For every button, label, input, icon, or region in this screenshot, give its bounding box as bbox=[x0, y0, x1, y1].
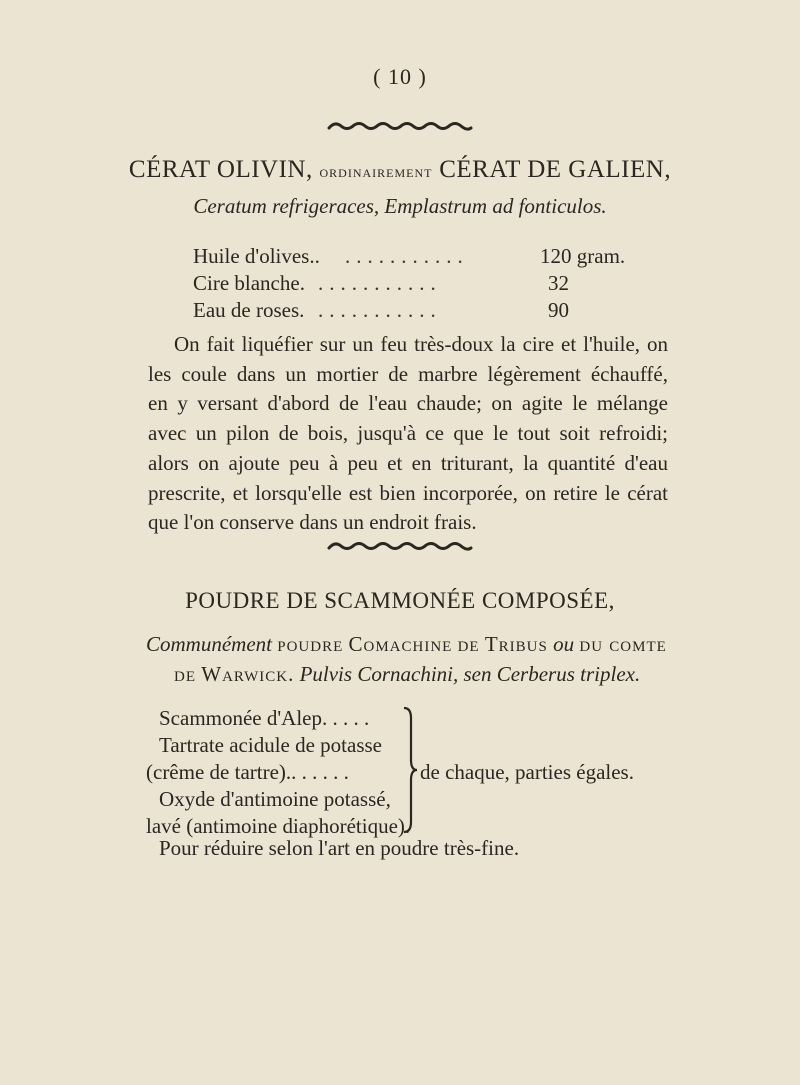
ingredient-quantity: 90 bbox=[548, 298, 569, 322]
paragraph-line: On fait liquéfier sur un feu très-doux la cire et l'huile, on bbox=[174, 332, 668, 356]
subtitle-word: poudre bbox=[277, 632, 344, 656]
curly-brace-icon bbox=[402, 706, 418, 834]
ornament-icon bbox=[325, 118, 475, 134]
paragraph-line: alors on ajoute peu à peu et en triturant, la quantité d'eau bbox=[148, 450, 668, 475]
recipe-line: (crême de tartre).. . . . . . bbox=[146, 760, 349, 784]
ornament-divider-top bbox=[0, 118, 800, 134]
subtitle-word: Tribus bbox=[484, 632, 548, 656]
title-end: CÉRAT DE GALIEN, bbox=[439, 156, 672, 183]
subtitle-word: ou bbox=[553, 632, 575, 656]
preparation-paragraph bbox=[148, 330, 668, 538]
paragraph-line: que l'on conserve dans un endroit frais. bbox=[148, 510, 477, 535]
section1-title bbox=[0, 156, 800, 184]
ingredient-leader-dots: ........... bbox=[318, 298, 442, 322]
title-main: CÉRAT OLIVIN, bbox=[128, 156, 313, 183]
subtitle-word: de bbox=[174, 662, 196, 686]
subtitle-word: de bbox=[457, 632, 480, 656]
subtitle-word: Communément bbox=[146, 632, 272, 656]
ingredient-leader-dots: ........... bbox=[345, 244, 469, 268]
ingredient-name: Eau de roses. bbox=[193, 298, 305, 322]
title-connector: ordinairement bbox=[319, 162, 433, 181]
subtitle-latin: Pulvis Cornachini, sen Cerberus triplex. bbox=[299, 662, 641, 686]
paragraph-line: les coule dans un mortier de marbre légèrement échauffé, bbox=[148, 361, 668, 386]
section2-title: POUDRE DE SCAMMONÉE COMPOSÉE, bbox=[185, 588, 615, 613]
subtitle-word: Warwick. bbox=[201, 662, 295, 686]
section2-subtitle-line1 bbox=[146, 632, 667, 657]
subtitle-word: Comachine bbox=[348, 632, 453, 656]
recipe-line: Tartrate acidule de potasse bbox=[159, 733, 383, 757]
recipe-line: Oxyde d'antimoine potassé, bbox=[159, 787, 391, 811]
final-instruction: Pour réduire selon l'art en poudre très-fine. bbox=[159, 836, 520, 860]
section2-subtitle-line2 bbox=[174, 662, 640, 687]
ingredient-name: Huile d'olives.. bbox=[193, 244, 320, 268]
paragraph-line: en y versant d'abord de l'eau chaude; on agite le mélange bbox=[148, 391, 668, 416]
ornament-divider-middle bbox=[0, 538, 800, 554]
brace-annotation: de chaque, parties égales. bbox=[420, 760, 634, 784]
ingredient-name: Cire blanche. bbox=[193, 271, 305, 295]
recipe-line: lavé (antimoine diaphorétique). bbox=[146, 814, 411, 838]
ingredient-quantity: 32 bbox=[548, 271, 569, 295]
paragraph-line: prescrite, et lorsqu'elle est bien incorporée, on retire le cérat bbox=[148, 480, 668, 505]
subtitle-word: du comte bbox=[579, 632, 667, 656]
ingredient-quantity: 120 gram. bbox=[540, 244, 626, 268]
ingredient-leader-dots: ........... bbox=[318, 271, 442, 295]
paragraph-line: avec un pilon de bois, jusqu'à ce que le tout soit refroidi; bbox=[148, 421, 668, 446]
ornament-icon bbox=[325, 538, 475, 554]
recipe-line: Scammonée d'Alep. . . . . bbox=[159, 706, 370, 730]
page-number: ( 10 ) bbox=[373, 64, 427, 89]
section1-latin-name: Ceratum refrigeraces, Emplastrum ad fonticulos. bbox=[193, 194, 607, 218]
